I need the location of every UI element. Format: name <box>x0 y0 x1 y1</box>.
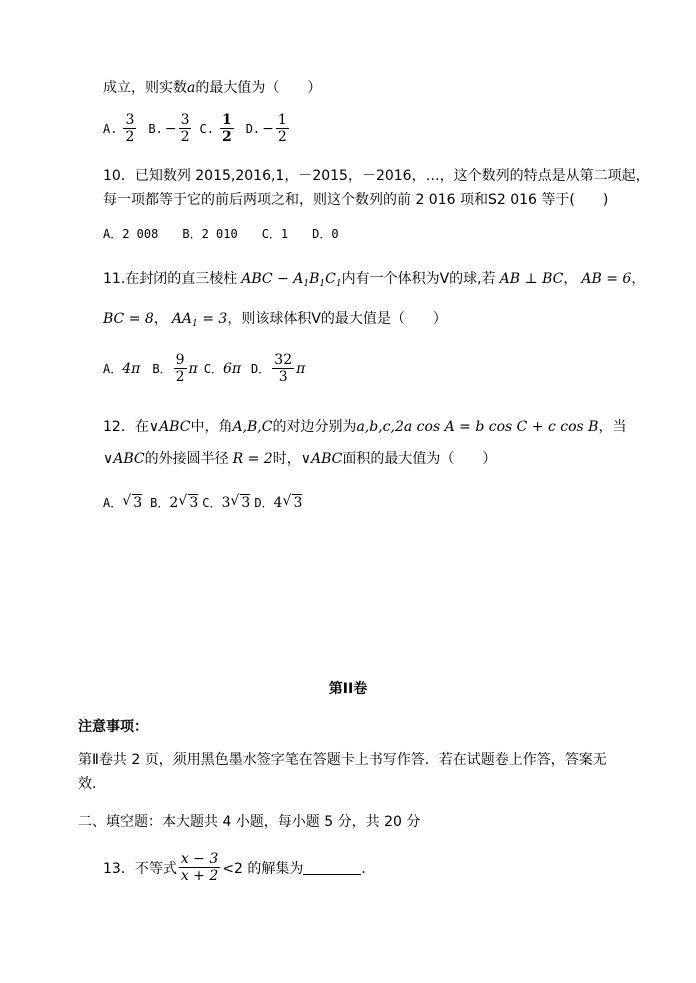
q13-answer-blank <box>303 860 361 875</box>
q12-b-rad: 3 <box>189 494 199 511</box>
q11-option-b-label: B． <box>152 362 172 376</box>
q12-text3: 的对边分别为 <box>272 419 357 435</box>
q12-options <box>103 494 302 511</box>
q12-option-c-label: C． <box>202 496 222 510</box>
q12-text5: 的外接圆半径 <box>144 451 229 467</box>
q11-bc: BC = 8 <box>103 311 154 327</box>
q9-text: 成立，则实数 <box>103 80 187 96</box>
q9-a-den: 2 <box>125 129 135 145</box>
q13-line <box>103 851 375 884</box>
q13-text2: <2 的解集为 <box>222 860 304 877</box>
q11-ab: AB = 6 <box>581 271 632 287</box>
q11-comma3: ， <box>153 311 168 327</box>
q9-b-minus: − <box>164 120 177 137</box>
q11-option-b-pi: π <box>188 360 198 377</box>
q9-d-num: 1 <box>277 112 287 128</box>
q12-option-c-sqrt: √ 3 <box>230 492 251 511</box>
q12-option-c-coef: 3 <box>221 494 231 511</box>
q9-c-num: 1 <box>221 112 232 128</box>
q9-option-a-fraction <box>123 112 136 145</box>
part2-heading: 二、填空题：本大题共 4 小题，每小题 5 分，共 20 分 <box>78 814 421 830</box>
q13-num: x − 3 <box>180 851 219 867</box>
q11-option-c-label: C． <box>203 362 223 376</box>
q12-option-a-sqrt: √ 3 <box>122 492 143 511</box>
q12-option-b-coef: 2 <box>169 494 179 511</box>
q11-prism-a: ABC − A <box>241 271 304 287</box>
q13-text1: 13．不等式 <box>103 860 177 877</box>
q9-d-den: 2 <box>277 129 287 145</box>
q9-option-b-fraction <box>179 112 192 145</box>
q11-option-a-label: A． <box>103 362 123 376</box>
q9-option-a-label: A. <box>103 121 118 136</box>
q11-text3: ，则该球体积V的最大值是（ ） <box>227 311 447 327</box>
q12-d-rad: 3 <box>293 494 303 511</box>
q12-option-b-label: B． <box>150 496 170 510</box>
q9-var: a <box>187 80 196 96</box>
q9-option-d-label: D. <box>245 121 261 136</box>
q11-text2: 内有一个体积为V的球,若 <box>341 271 496 287</box>
q9-option-c-label: C. <box>199 121 214 136</box>
q12-option-d-label: D． <box>254 496 274 510</box>
q13-text3: ． <box>361 860 376 877</box>
q9-option-d-fraction <box>276 112 289 145</box>
q11-aa: AA <box>171 311 193 327</box>
q13-fraction <box>179 851 220 884</box>
q12-text2: 中，角 <box>190 419 233 435</box>
q10-line2: 每一项都等于它的前后两项之和，则这个数列的前 2 016 项和S2 016 等于( ) <box>103 192 609 208</box>
notice-heading: 注意事项： <box>78 719 148 735</box>
q13-den: x + 2 <box>180 868 219 884</box>
q12-line1 <box>103 416 626 436</box>
q12-text6: 时， <box>272 451 301 467</box>
q11-b-num: 9 <box>175 352 185 368</box>
q11-perp: AB ⊥ BC <box>499 271 564 287</box>
q12-text4: ，当 <box>598 419 627 435</box>
q12-tri2: ∨ABC <box>103 451 145 467</box>
q9-option-b-label: B. <box>148 121 163 136</box>
q11-option-c: 6π <box>222 360 242 377</box>
q11-line2 <box>103 308 447 329</box>
q12-option-d-coef: 4 <box>273 494 283 511</box>
q12-tri: ∨ABC <box>148 419 191 435</box>
q11-text1: 11.在封闭的直三棱柱 <box>103 271 238 287</box>
q9-c-den: 2 <box>221 129 232 145</box>
q10-line1: 10．已知数列 2015,2016,1，－2015，－2016，…，这个数列的特点是从第二项起， <box>103 168 650 184</box>
q11-comma2: ， <box>631 271 646 287</box>
q10-options: A．2 008 B．2 010 C．1 D．0 <box>103 227 339 241</box>
q12-option-a-label: A． <box>103 496 123 510</box>
q12-option-b-sqrt: √ 3 <box>178 492 199 511</box>
q12-sides: a,b,c,2a cos A = b cos C + c cos B <box>356 419 599 435</box>
q12-angles: A,B,C <box>232 419 273 435</box>
notice-line1: 第Ⅱ卷共 2 页，须用黑色墨水签字笔在答题卡上书写作答．若在试题卷上作答，答案无 <box>78 752 607 768</box>
q12-option-d-sqrt: √ 3 <box>282 492 303 511</box>
q12-text7: 面积的最大值为（ ） <box>342 451 497 467</box>
q11-option-a: 4π <box>122 360 141 377</box>
q11-options <box>103 352 305 385</box>
q9-b-den: 2 <box>180 129 190 145</box>
q9-b-num: 3 <box>180 112 190 128</box>
q12-a-rad: 3 <box>133 494 143 511</box>
q9-tail-line <box>103 77 321 97</box>
q12-line2 <box>103 448 496 468</box>
q11-option-d-label: D． <box>251 362 271 376</box>
q12-c-rad: 3 <box>241 494 251 511</box>
q11-comma1: ， <box>563 271 578 287</box>
q12-tri3: ∨ABC <box>300 451 343 467</box>
notice-line2: 效． <box>78 776 106 792</box>
q9-option-c-fraction <box>220 112 234 145</box>
q9-d-minus: − <box>262 120 274 137</box>
q11-b-den: 2 <box>175 369 185 385</box>
q9-a-num: 3 <box>125 112 135 128</box>
q9-options <box>103 112 291 145</box>
q11-aa1: $AA_1 = 3$ <box>171 311 228 329</box>
q11-d-num: 32 <box>274 352 293 368</box>
q9-text2: 的最大值为（ ） <box>195 80 322 96</box>
q12-r: R = 2 <box>232 451 273 467</box>
q11-d-den: 3 <box>278 369 288 385</box>
q11-option-d-fraction <box>272 352 294 385</box>
section2-title: 第II卷 <box>328 681 368 697</box>
q11-line1 <box>103 268 645 289</box>
q12-text1: 12．在 <box>103 419 149 435</box>
q11-aa2: = 3 <box>197 311 228 327</box>
q11-option-b-fraction <box>174 352 187 385</box>
q11-option-d-pi: π <box>296 360 306 377</box>
q11-prism: ABC − $A_1B_1C_1$ <box>241 271 342 289</box>
